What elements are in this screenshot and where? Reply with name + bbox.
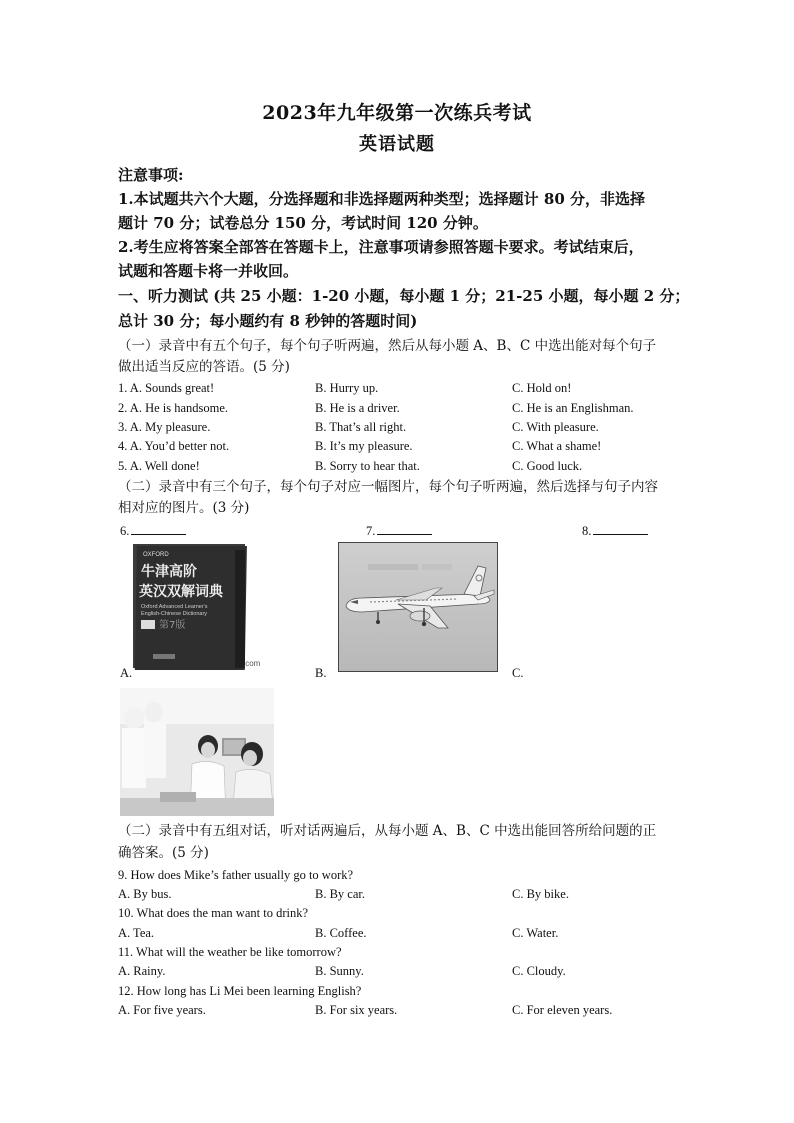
q10-option-b: B. Coffee. [315, 926, 367, 940]
part3-instruction-1: （二）录音中有五组对话，听对话两遍后，从每小题 A、B、C 中选出能回答所给问题的正 [118, 823, 657, 839]
picture-a-label: A. [120, 666, 133, 680]
q9-option-b: B. By car. [315, 887, 365, 901]
q9-question: 9. How does Mike’s father usually go to work? [118, 868, 354, 882]
picture-b-label: B. [315, 666, 327, 680]
q12-option-a: A. For five years. [118, 1003, 206, 1017]
notes-line-2a: 2.考生应将答案全部答在答题卡上，注意事项请参照答题卡要求。考试结束后， [118, 238, 644, 256]
exam-title: 2023年九年级第一次练兵考试 [262, 102, 532, 124]
exam-subtitle: 英语试题 [359, 134, 435, 155]
q5-option-b: B. Sorry to hear that. [315, 459, 420, 473]
q10-option-a: A. Tea. [118, 926, 155, 940]
notes-line-1b: 题计 70 分；试卷总分 150 分，考试时间 120 分钟。 [118, 214, 488, 232]
part2-instruction-2: 相对应的图片。(3 分) [118, 500, 250, 516]
q10-option-c: C. Water. [512, 926, 559, 940]
q9-option-a: A. By bus. [118, 887, 172, 901]
part3-instruction-2: 确答案。(5 分) [118, 845, 209, 861]
q3-option-a: 3. A. My pleasure. [118, 420, 211, 434]
part1-instruction-2: 做出适当反应的答语。(5 分) [118, 359, 290, 375]
book-edition: 第7版 [159, 620, 186, 631]
part1-instruction-1: （一）录音中有五个句子，每个句子听两遍，然后从每小题 A、B、C 中选出能对每个句子 [118, 338, 657, 354]
q9-option-c: C. By bike. [512, 887, 569, 901]
q2-option-a: 2. A. He is handsome. [118, 401, 229, 415]
section1-line-2: 总计 30 分；每小题约有 8 秒钟的答题时间) [118, 312, 418, 330]
q11-question: 11. What will the weather be like tomorrow? [118, 945, 342, 959]
q4-option-c: C. What a shame! [512, 439, 602, 453]
picture-a-dictionary [131, 542, 271, 672]
q11-option-b: B. Sunny. [315, 964, 364, 978]
q11-option-c: C. Cloudy. [512, 964, 566, 978]
q12-option-c: C. For eleven years. [512, 1003, 613, 1017]
q3-option-c: C. With pleasure. [512, 420, 599, 434]
q8-answer-blank[interactable]: 8. [582, 522, 648, 539]
book-english-line-2: English-Chinese Dictionary [141, 611, 208, 617]
q5-option-c: C. Good luck. [512, 459, 583, 473]
q1-option-c: C. Hold on! [512, 381, 572, 395]
q12-option-b: B. For six years. [315, 1003, 398, 1017]
q3-option-b: B. That’s all right. [315, 420, 407, 434]
picture-b-airplane [338, 542, 498, 672]
q12-question: 12. How long has Li Mei been learning English? [118, 984, 362, 998]
q6-answer-blank[interactable]: 6. [120, 522, 186, 539]
part2-instruction-1: （二）录音中有三个句子，每个句子对应一幅图片，每个句子听两遍，然后选择与句子内容 [118, 479, 658, 495]
q11-option-a: A. Rainy. [118, 964, 166, 978]
q4-option-b: B. It’s my pleasure. [315, 439, 413, 453]
notes-line-1a: 1.本试题共六个大题，分选择题和非选择题两种类型；选择题计 80 分，非选择 [118, 190, 645, 208]
book-title-line-2: 英汉双解词典 [139, 584, 223, 600]
q4-option-a: 4. A. You’d better not. [118, 439, 230, 453]
q1-option-b: B. Hurry up. [315, 381, 379, 395]
section1-line-1: 一、听力测试 (共 25 小题：1-20 小题，每小题 1 分；21-25 小题，每小题 2 分； [118, 287, 690, 305]
picture-c-label: C. [512, 666, 524, 680]
q2-option-c: C. He is an Englishman. [512, 401, 634, 415]
notes-heading: 注意事项: [118, 166, 184, 184]
picture-c-doctor-patient [120, 688, 274, 816]
q5-option-a: 5. A. Well done! [118, 459, 200, 473]
book-english-line-1: Oxford Advanced Learner's [141, 604, 208, 610]
notes-line-2b: 试题和答题卡将一并收回。 [118, 262, 299, 280]
book-title-line-1: 牛津高阶 [141, 564, 197, 580]
book-brand: OXFORD [143, 552, 169, 558]
q1-option-a: 1. A. Sounds great! [118, 381, 215, 395]
q2-option-b: B. He is a driver. [315, 401, 400, 415]
book-watermark: .com [243, 659, 261, 668]
q10-question: 10. What does the man want to drink? [118, 906, 309, 920]
q7-answer-blank[interactable]: 7. [366, 522, 432, 539]
